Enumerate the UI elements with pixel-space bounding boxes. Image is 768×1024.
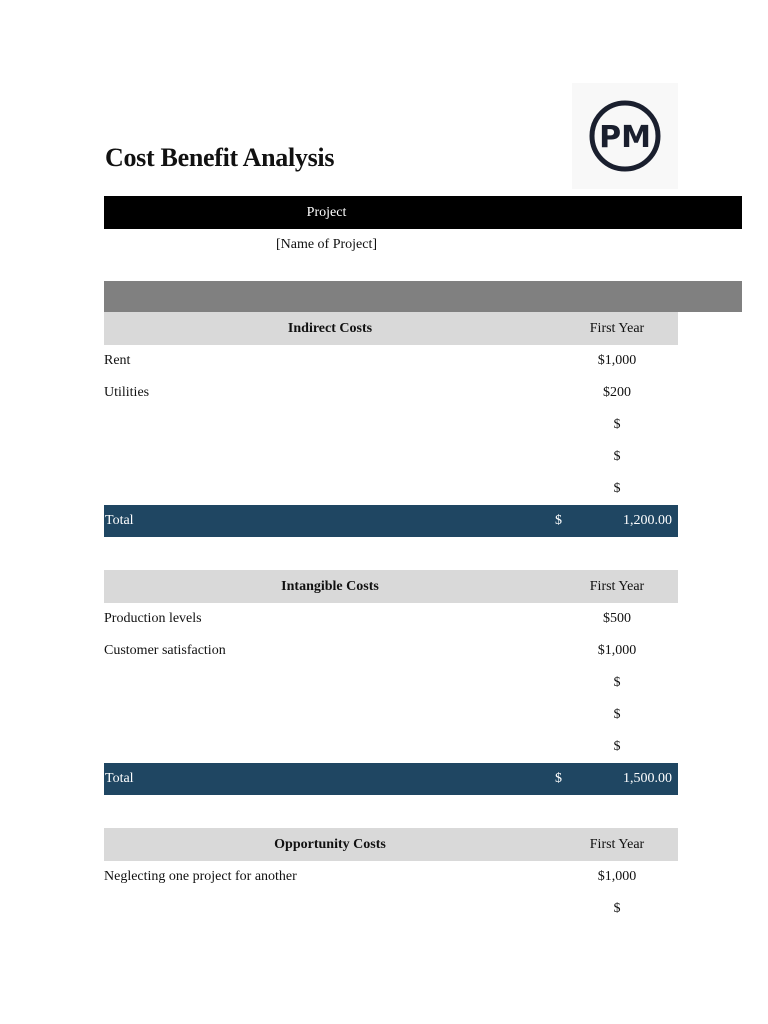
total-row <box>104 505 678 537</box>
page-title: Cost Benefit Analysis <box>105 143 335 172</box>
table-header <box>104 312 678 345</box>
total-amount: 1,500.00 <box>623 771 672 786</box>
total-currency: $ <box>555 513 562 528</box>
pm-logo <box>572 83 678 189</box>
year-column-header: First Year <box>589 321 645 336</box>
table-row <box>104 603 678 635</box>
section-heading: Opportunity Costs <box>274 837 386 852</box>
cost-item-value[interactable]: $ <box>613 901 621 916</box>
cost-item-value[interactable]: $ <box>613 481 621 496</box>
cost-item-value[interactable]: $200 <box>603 385 631 400</box>
cost-item-value[interactable]: $500 <box>603 611 631 626</box>
section-heading: Intangible Costs <box>281 579 379 594</box>
table-row <box>104 377 678 409</box>
section-heading: Indirect Costs <box>287 321 373 336</box>
year-column-header: First Year <box>589 837 645 852</box>
cost-item-label[interactable]: Production levels <box>104 611 202 626</box>
cost-item-label[interactable]: Customer satisfaction <box>104 643 226 658</box>
project-label: Project <box>306 205 347 220</box>
table-row <box>104 441 678 473</box>
pm-logo-icon <box>572 83 678 189</box>
total-row <box>104 763 678 795</box>
total-currency: $ <box>555 771 562 786</box>
cost-item-value[interactable]: $ <box>613 707 621 722</box>
table-row <box>104 409 678 441</box>
table-row <box>104 731 678 763</box>
table-header <box>104 828 678 861</box>
cost-item-value[interactable]: $ <box>613 449 621 464</box>
year-column-header: First Year <box>589 579 645 594</box>
table-row <box>104 893 678 925</box>
table-row <box>104 861 678 893</box>
cost-item-value[interactable]: $ <box>613 739 621 754</box>
table-row <box>104 473 678 505</box>
cost-item-value[interactable]: $1,000 <box>597 353 637 368</box>
table-header <box>104 570 678 603</box>
total-amount: 1,200.00 <box>623 513 672 528</box>
table-row <box>104 699 678 731</box>
indirect-costs-table <box>104 312 678 537</box>
cost-item-label[interactable]: Rent <box>104 353 131 368</box>
total-label: Total <box>105 513 134 528</box>
section-divider-band <box>104 281 742 312</box>
intangible-costs-table <box>104 570 678 795</box>
pm-logo-text: PM <box>599 120 651 155</box>
cost-item-value[interactable]: $ <box>613 675 621 690</box>
total-label: Total <box>105 771 134 786</box>
cost-item-label[interactable]: Utilities <box>104 385 150 400</box>
opportunity-costs-table <box>104 828 678 925</box>
table-row <box>104 635 678 667</box>
cost-item-value[interactable]: $1,000 <box>597 643 637 658</box>
table-row <box>104 345 678 377</box>
cost-item-value[interactable]: $1,000 <box>597 869 637 884</box>
cost-item-value[interactable]: $ <box>613 417 621 432</box>
project-name-field[interactable]: [Name of Project] <box>275 237 378 252</box>
cost-item-label[interactable]: Neglecting one project for another <box>104 869 297 884</box>
project-header-bar <box>104 196 742 229</box>
table-row <box>104 667 678 699</box>
